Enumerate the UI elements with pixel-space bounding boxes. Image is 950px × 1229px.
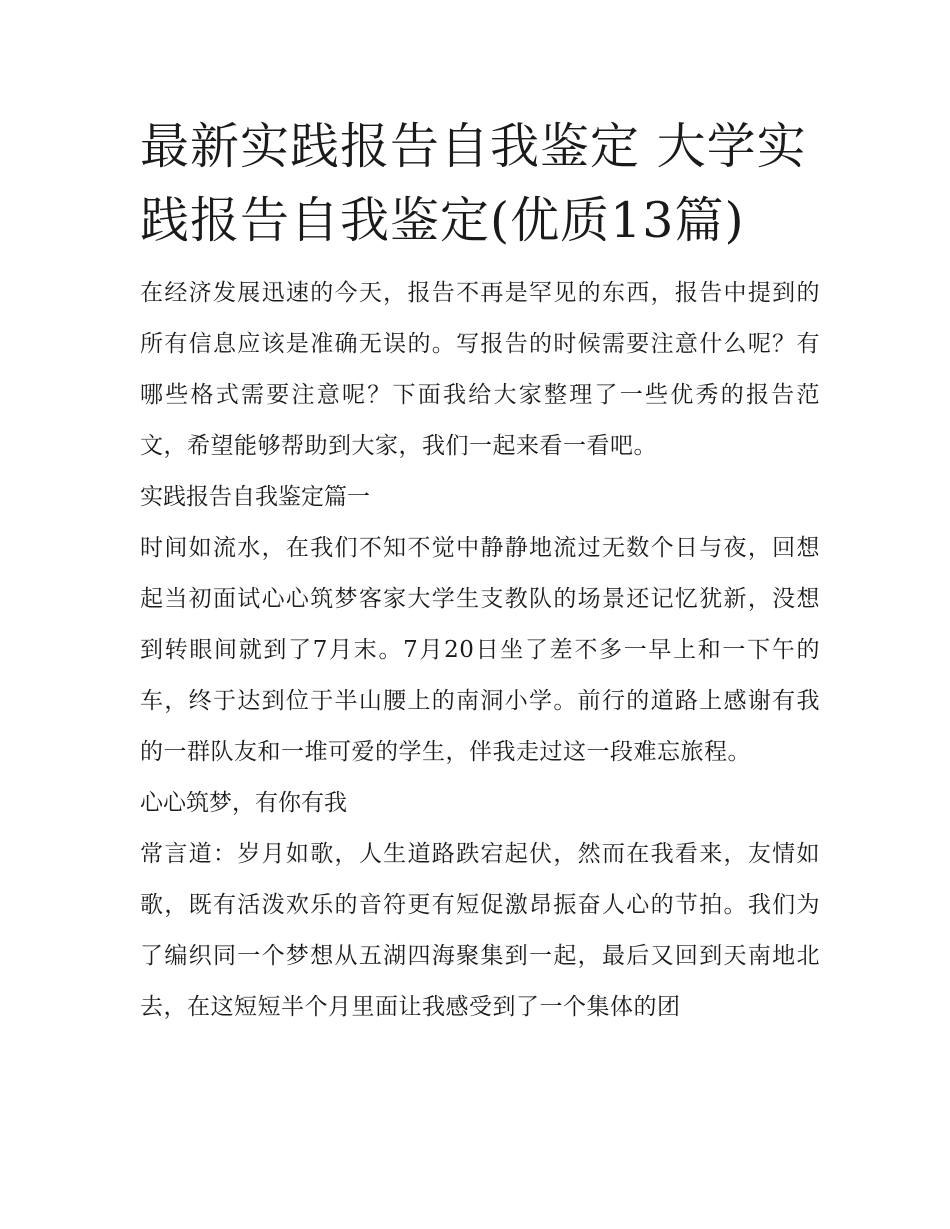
intro-paragraph: 在经济发展迅速的今天，报告不再是罕见的东西，报告中提到的所有信息应该是准确无误的。写报告的时候需要注意什么呢？有哪些格式需要注意呢？下面我给大家整理了一些优秀的报告范文，希望能够帮助到大家，我们一起来看一看吧。 (140, 280, 820, 459)
body-paragraph-2: 常言道：岁月如歌，人生道路跌宕起伏，然而在我看来，友情如歌，既有活泼欢乐的音符更有短促激昂振奋人心的节拍。我们为了编织同一个梦想从五湖四海聚集到一起，最后又回到天南地北去，在这短短半个月里面让我感受到了一个集体的团 (140, 841, 820, 1020)
document-page (140, 110, 820, 1033)
section-heading-1: 实践报告自我鉴定篇一 (140, 484, 370, 510)
document-title: 最新实践报告自我鉴定 大学实践报告自我鉴定(优质13篇) (140, 118, 807, 249)
section-subheading: 心心筑梦，有你有我 (140, 790, 347, 816)
body-paragraph-1: 时间如流水，在我们不知不觉中静静地流过无数个日与夜，回想起当初面试心心筑梦客家大学生支教队的场景还记忆犹新，没想到转眼间就到了7月末。7月20日坐了差不多一早上和一下午的车，终于达到位于半山腰上的南洞小学。前行的道路上感谢有我的一群队友和一堆可爱的学生，伴我走过这一段难忘旅程。 (140, 535, 820, 765)
